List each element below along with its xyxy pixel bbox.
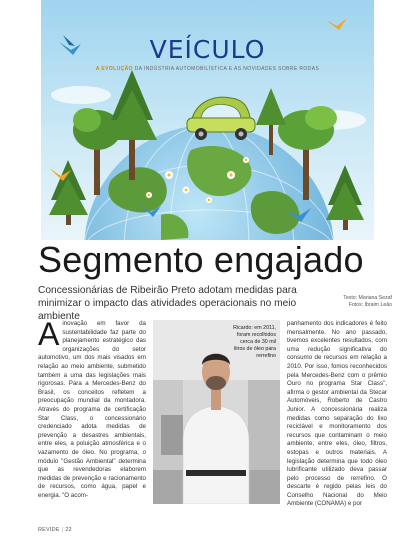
page-number: 22 bbox=[65, 527, 72, 533]
article-column-2: panhamento dos indicadores é feito mensalmente. No ano passado, tivemos excelentes resultados, com uma redução significativa do consumo de recursos em relação a 2010. Por isso, fomos reconhecidos pela Mercedes-Benz com o prêmio Ouro no programa Star Class", afirma o gestor ambiental da Stecar Automóveis, Roberto de Castro Junior. A concessionária realiza medidas como separação do lixo reciclável e monitoramento dos recursos que contaminam o meio ambiente, entre eles, óleo, filtros, estopas e outros materiais. A legislação determina que todo óleo lubrificante utilizado deva passar pelo processo de rerrefino. O descarte é regido pelas leis do Conselho Nacional do Meio Ambiente (CONAMA) e por bbox=[287, 320, 387, 508]
section-subtitle bbox=[41, 66, 374, 72]
credit-photos: Fotos: Ibraim Leão bbox=[348, 302, 392, 308]
hero-illustration bbox=[41, 0, 374, 240]
article-credits bbox=[332, 295, 392, 309]
magazine-name: REVIDE bbox=[38, 527, 60, 533]
page-footer: REVIDE | 22 bbox=[38, 527, 72, 533]
section-title: VEÍCULO bbox=[149, 35, 266, 64]
article-headline: Segmento engajado bbox=[38, 239, 364, 280]
section-subtitle-rest: DA INDÚSTRIA AUTOMOBILÍSTICA E AS NOVIDADES SOBRE RODAS bbox=[132, 66, 320, 72]
article-column-1 bbox=[38, 316, 146, 500]
section-subtitle-accent: A EVOLUÇÃO bbox=[95, 66, 133, 72]
column-1-text: inovação em favor da sustentabilidade faz parte do planejamento estratégico das organizações do setor automotivo, um dos mais visados em relação ao meio ambiente, submetido também a uma das legislações mais rigorosas. Para a Mercedes-Benz do Brasil, os conceitos refletem a preocupação mundial da montadora. Através do programa de certificação Star Class, o concessionário credenciado adota medidas de prevenção a desastres ambientais, entre eles, a poluição atmosférica e o vazamento de óleo. No programa, o módulo "Gestão Ambiental" determina que as revendedoras elaborem medidas de prevenção e racionamento de recursos, como água, papel e energia. "O acom- bbox=[38, 320, 146, 499]
dropcap: A bbox=[38, 316, 60, 352]
credit-text: Texto: Mariana Sezaf bbox=[343, 295, 392, 301]
photo-caption: Ricardo: em 2011, foram recolhidos cerca de 30 mil litros de óleo para rerrefino bbox=[233, 325, 276, 359]
article-deck: Concessionárias de Ribeirão Preto adotam medidas para minimizar o impacto das atividades operacionais no meio ambiente bbox=[38, 285, 297, 322]
